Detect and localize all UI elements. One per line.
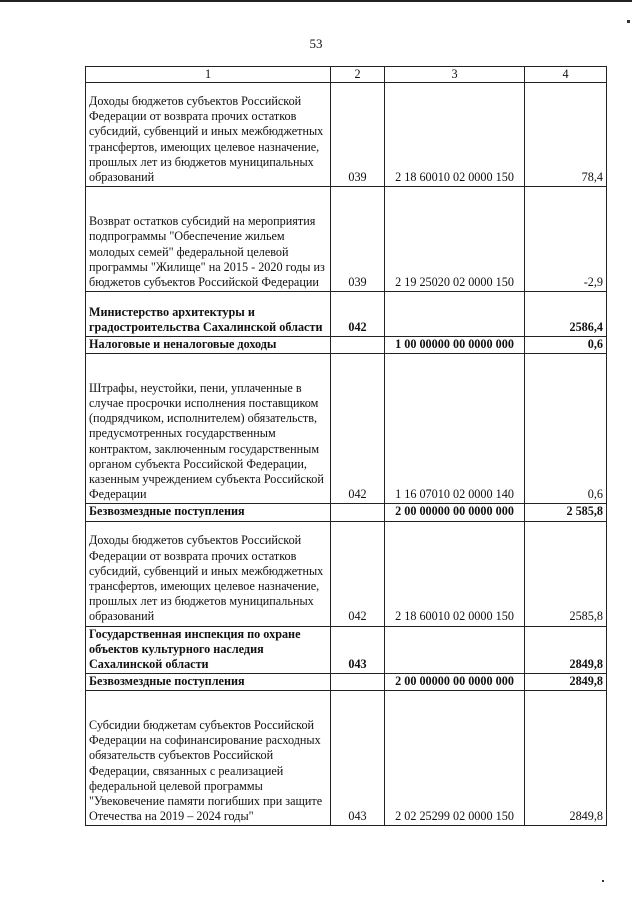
row-amount-cell: 2849,8: [525, 674, 607, 691]
page-number: 53: [309, 36, 323, 51]
row-amount-cell: 2849,8: [525, 626, 607, 674]
row-amount-cell: 2849,8: [525, 691, 607, 826]
row-budget-code-cell: 2 00 00000 00 0000 000: [385, 674, 525, 691]
row-amount-cell: 78,4: [525, 83, 607, 187]
row-amount-cell: -2,9: [525, 187, 607, 292]
row-budget-code-cell: [385, 292, 525, 337]
row-admin-code-cell: [331, 674, 385, 691]
row-admin-code-cell: [331, 504, 385, 521]
table-row: [86, 691, 607, 826]
table-row: [86, 626, 607, 674]
row-name-cell: Доходы бюджетов субъектов Российской Федерации от возврата прочих остатков субсидий, субвенций и иных межбюджетных трансфертов, имеющих целевое назначение, прошлых лет из бюджетов муниципальных образований: [86, 83, 331, 187]
row-name-cell: Возврат остатков субсидий на мероприятия подпрограммы "Обеспечение жильем молодых семей" федеральной целевой программы "Жилище" на 2015 - 2020 годы из бюджетов субъектов Российской Федерации: [86, 187, 331, 292]
column-header: 3: [385, 67, 525, 83]
scan-speck: [602, 880, 604, 882]
table-row: [86, 504, 607, 521]
row-name-cell: Налоговые и неналоговые доходы: [86, 337, 331, 354]
row-admin-code-cell: 043: [331, 626, 385, 674]
row-admin-code-cell: 042: [331, 292, 385, 337]
row-admin-code-cell: 042: [331, 521, 385, 626]
row-amount-cell: 0,6: [525, 337, 607, 354]
table-row: [86, 354, 607, 504]
column-header: 1: [86, 67, 331, 83]
row-amount-cell: 0,6: [525, 354, 607, 504]
row-admin-code-cell: 039: [331, 187, 385, 292]
row-budget-code-cell: 2 18 60010 02 0000 150: [385, 521, 525, 626]
column-header: 4: [525, 67, 607, 83]
column-header: 2: [331, 67, 385, 83]
row-admin-code-cell: 043: [331, 691, 385, 826]
row-admin-code-cell: 042: [331, 354, 385, 504]
row-amount-cell: 2586,4: [525, 292, 607, 337]
top-edge-line: [0, 0, 632, 2]
row-name-cell: Штрафы, неустойки, пени, уплаченные в случае просрочки исполнения поставщиком (подрядчиком, исполнителем) обязательств, предусмотренных государственным контрактом, заключенным государственным органом субъекта Российской Федерации, казенным учреждением субъекта Российской Федерации: [86, 354, 331, 504]
table-row: [86, 83, 607, 187]
row-name-cell: Министерство архитектуры и градостроительства Сахалинской области: [86, 292, 331, 337]
row-budget-code-cell: 1 16 07010 02 0000 140: [385, 354, 525, 504]
revenue-table: [85, 66, 607, 826]
row-name-cell: Доходы бюджетов субъектов Российской Федерации от возврата прочих остатков субсидий, субвенций и иных межбюджетных трансфертов, имеющих целевое назначение, прошлых лет из бюджетов муниципальных образований: [86, 521, 331, 626]
row-budget-code-cell: 2 00 00000 00 0000 000: [385, 504, 525, 521]
row-budget-code-cell: 2 18 60010 02 0000 150: [385, 83, 525, 187]
table-row: [86, 292, 607, 337]
row-budget-code-cell: 2 02 25299 02 0000 150: [385, 691, 525, 826]
table-row: [86, 674, 607, 691]
row-name-cell: Субсидии бюджетам субъектов Российской Федерации на софинансирование расходных обязательств субъектов Российской Федерации, связанных с реализацией федеральной целевой программы "Увековечение памяти погибших при защите Отечества на 2019 – 2024 годы": [86, 691, 331, 826]
row-name-cell: Государственная инспекция по охране объектов культурного наследия Сахалинской области: [86, 626, 331, 674]
table-header-row: [86, 67, 607, 83]
row-budget-code-cell: 1 00 00000 00 0000 000: [385, 337, 525, 354]
row-amount-cell: 2585,8: [525, 521, 607, 626]
scan-speck: [627, 20, 630, 23]
row-admin-code-cell: 039: [331, 83, 385, 187]
table-row: [86, 337, 607, 354]
row-name-cell: Безвозмездные поступления: [86, 674, 331, 691]
row-amount-cell: 2 585,8: [525, 504, 607, 521]
table-row: [86, 521, 607, 626]
row-admin-code-cell: [331, 337, 385, 354]
table-row: [86, 187, 607, 292]
row-budget-code-cell: 2 19 25020 02 0000 150: [385, 187, 525, 292]
row-budget-code-cell: [385, 626, 525, 674]
row-name-cell: Безвозмездные поступления: [86, 504, 331, 521]
